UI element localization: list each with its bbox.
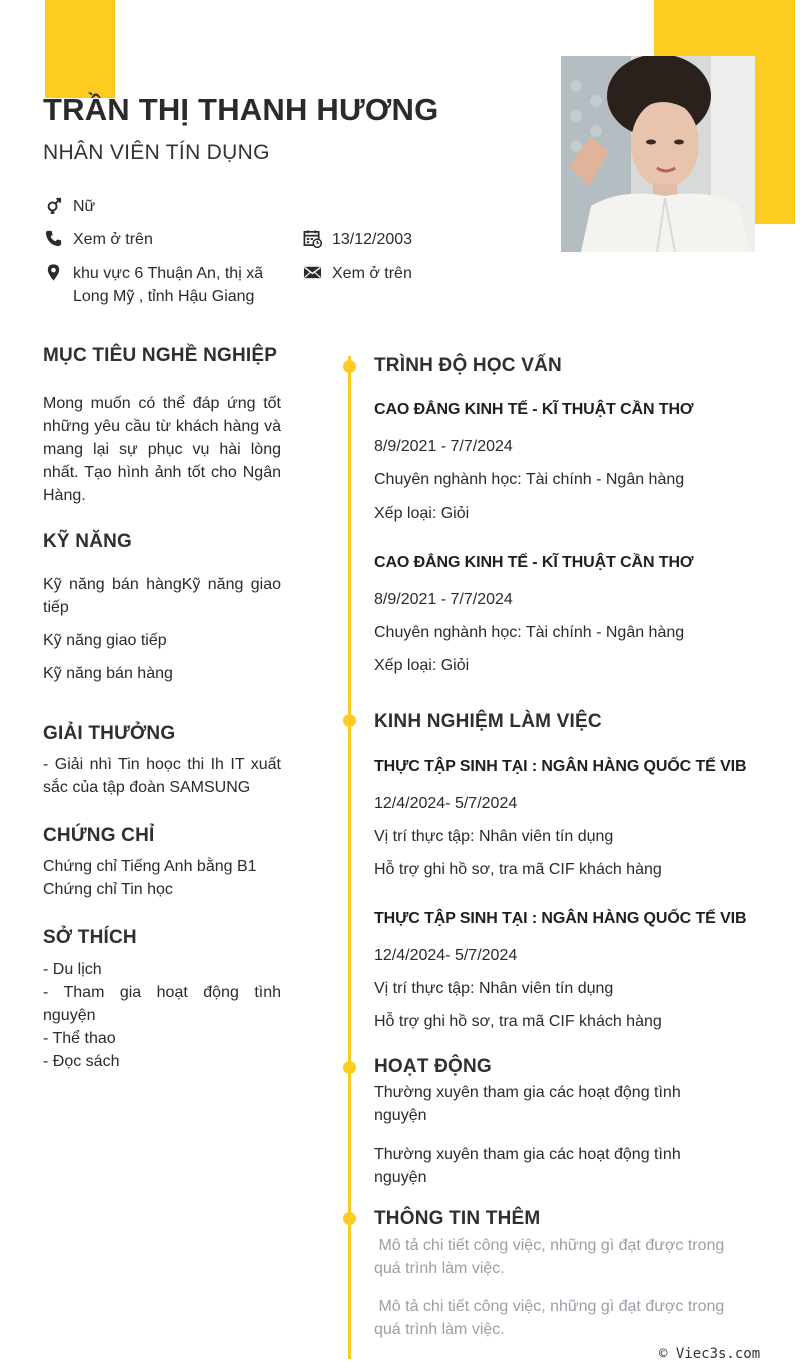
education-major: Chuyên nghành học: Tài chính - Ngân hàng xyxy=(374,624,685,641)
hobby-item: - Du lịch xyxy=(43,961,102,978)
profile-photo xyxy=(561,56,755,252)
skill-item: Kỹ năng bán hàngKỹ năng giao tiếp xyxy=(43,576,281,616)
additional-info-item: Mô tả chi tiết công việc, những gì đạt được trong quá trình làm việc. xyxy=(374,1237,729,1277)
copyright-notice: © Viec3s.com xyxy=(659,1346,761,1362)
objective-section xyxy=(43,345,281,507)
awards-section xyxy=(43,723,281,799)
address-line-1: khu vực 6 Thuận An, thị xã xyxy=(73,265,264,282)
activities-heading: HOẠT ĐỘNG xyxy=(374,1056,492,1077)
skills-section xyxy=(43,531,281,685)
experience-title: THỰC TẬP SINH TẠI : NGÂN HÀNG QUỐC TẾ VIB xyxy=(374,758,747,775)
hobbies-section xyxy=(43,927,281,1073)
phone-row xyxy=(43,228,153,251)
activity-item: Thường xuyên tham gia các hoạt động tình nguyện xyxy=(374,1084,681,1124)
experience-position: Vị trí thực tập: Nhân viên tín dụng xyxy=(374,828,614,845)
address-row xyxy=(43,262,263,308)
hobby-item: - Tham gia hoạt động tình nguyện xyxy=(43,984,281,1024)
timeline-line xyxy=(348,356,351,1359)
objective-heading: MỤC TIÊU NGHỀ NGHIỆP xyxy=(43,345,278,366)
certificates-section xyxy=(43,825,281,901)
address-value xyxy=(73,262,263,308)
awards-text: - Giải nhì Tin hoọc thi Ih IT xuất sắc của tập đoàn SAMSUNG xyxy=(43,756,281,796)
experience-period: 12/4/2024- 5/7/2024 xyxy=(374,795,518,812)
activity-item: Thường xuyên tham gia các hoạt động tình nguyện xyxy=(374,1146,681,1186)
objective-text: Mong muốn có thể đáp ứng tốt những yêu cầu từ khách hàng và mang lại sự phục vụ hài lòng nhất. Tạo hình ảnh tốt cho Ngân Hàng. xyxy=(43,395,281,504)
envelope-icon xyxy=(302,262,322,282)
additional-info-section xyxy=(374,1208,734,1341)
job-title: NHÂN VIÊN TÍN DỤNG xyxy=(43,141,270,164)
birthday-row xyxy=(302,228,412,251)
experience-task: Hỗ trợ ghi hồ sơ, tra mã CIF khách hàng xyxy=(374,1013,662,1030)
additional-info-heading: THÔNG TIN THÊM xyxy=(374,1208,541,1229)
education-heading: TRÌNH ĐỘ HỌC VẤN xyxy=(374,355,562,376)
timeline-dot xyxy=(343,1212,356,1225)
full-name: TRẦN THỊ THANH HƯƠNG xyxy=(43,92,439,127)
phone-icon xyxy=(43,228,63,248)
education-section xyxy=(374,355,734,677)
address-line-2: Long Mỹ , tỉnh Hậu Giang xyxy=(73,288,255,305)
hobby-item: - Thể thao xyxy=(43,1030,116,1047)
education-grade: Xếp loại: Giỏi xyxy=(374,657,470,674)
timeline-dot xyxy=(343,1061,356,1074)
email-row xyxy=(302,262,412,285)
education-period: 8/9/2021 - 7/7/2024 xyxy=(374,591,513,608)
education-major: Chuyên nghành học: Tài chính - Ngân hàng xyxy=(374,471,685,488)
certificate-item: Chứng chỉ Tin học xyxy=(43,881,173,898)
education-school: CAO ĐẲNG KINH TẾ - KĨ THUẬT CẦN THƠ xyxy=(374,401,694,418)
birthday-value: 13/12/2003 xyxy=(332,231,413,248)
certificates-heading: CHỨNG CHỈ xyxy=(43,825,155,846)
hobbies-heading: SỞ THÍCH xyxy=(43,927,137,948)
gender-icon xyxy=(43,195,63,215)
activities-section xyxy=(374,1056,734,1189)
experience-heading: KINH NGHIỆM LÀM VIỆC xyxy=(374,711,602,732)
education-school: CAO ĐẲNG KINH TẾ - KĨ THUẬT CẦN THƠ xyxy=(374,554,694,571)
skill-item: Kỹ năng bán hàng xyxy=(43,665,173,682)
experience-title: THỰC TẬP SINH TẠI : NGÂN HÀNG QUỐC TẾ VIB xyxy=(374,910,747,927)
experience-position: Vị trí thực tập: Nhân viên tín dụng xyxy=(374,980,614,997)
calendar-icon xyxy=(302,228,322,248)
skill-item: Kỹ năng giao tiếp xyxy=(43,632,167,649)
gender-row xyxy=(43,195,95,218)
experience-task: Hỗ trợ ghi hồ sơ, tra mã CIF khách hàng xyxy=(374,861,662,878)
gender-value: Nữ xyxy=(73,198,96,215)
education-period: 8/9/2021 - 7/7/2024 xyxy=(374,438,513,455)
education-grade: Xếp loại: Giỏi xyxy=(374,505,470,522)
experience-period: 12/4/2024- 5/7/2024 xyxy=(374,947,518,964)
location-pin-icon xyxy=(43,262,63,282)
awards-heading: GIẢI THƯỞNG xyxy=(43,723,176,744)
email-value: Xem ở trên xyxy=(332,265,412,282)
experience-section xyxy=(374,711,747,1033)
accent-block-left xyxy=(45,0,115,98)
timeline-dot xyxy=(343,714,356,727)
certificate-item: Chứng chỉ Tiếng Anh bằng B1 xyxy=(43,858,257,875)
hobby-item: - Đọc sách xyxy=(43,1053,120,1070)
timeline-dot xyxy=(343,360,356,373)
phone-value: Xem ở trên xyxy=(73,231,153,248)
additional-info-item: Mô tả chi tiết công việc, những gì đạt được trong quá trình làm việc. xyxy=(374,1298,729,1338)
skills-heading: KỸ NĂNG xyxy=(43,531,133,552)
